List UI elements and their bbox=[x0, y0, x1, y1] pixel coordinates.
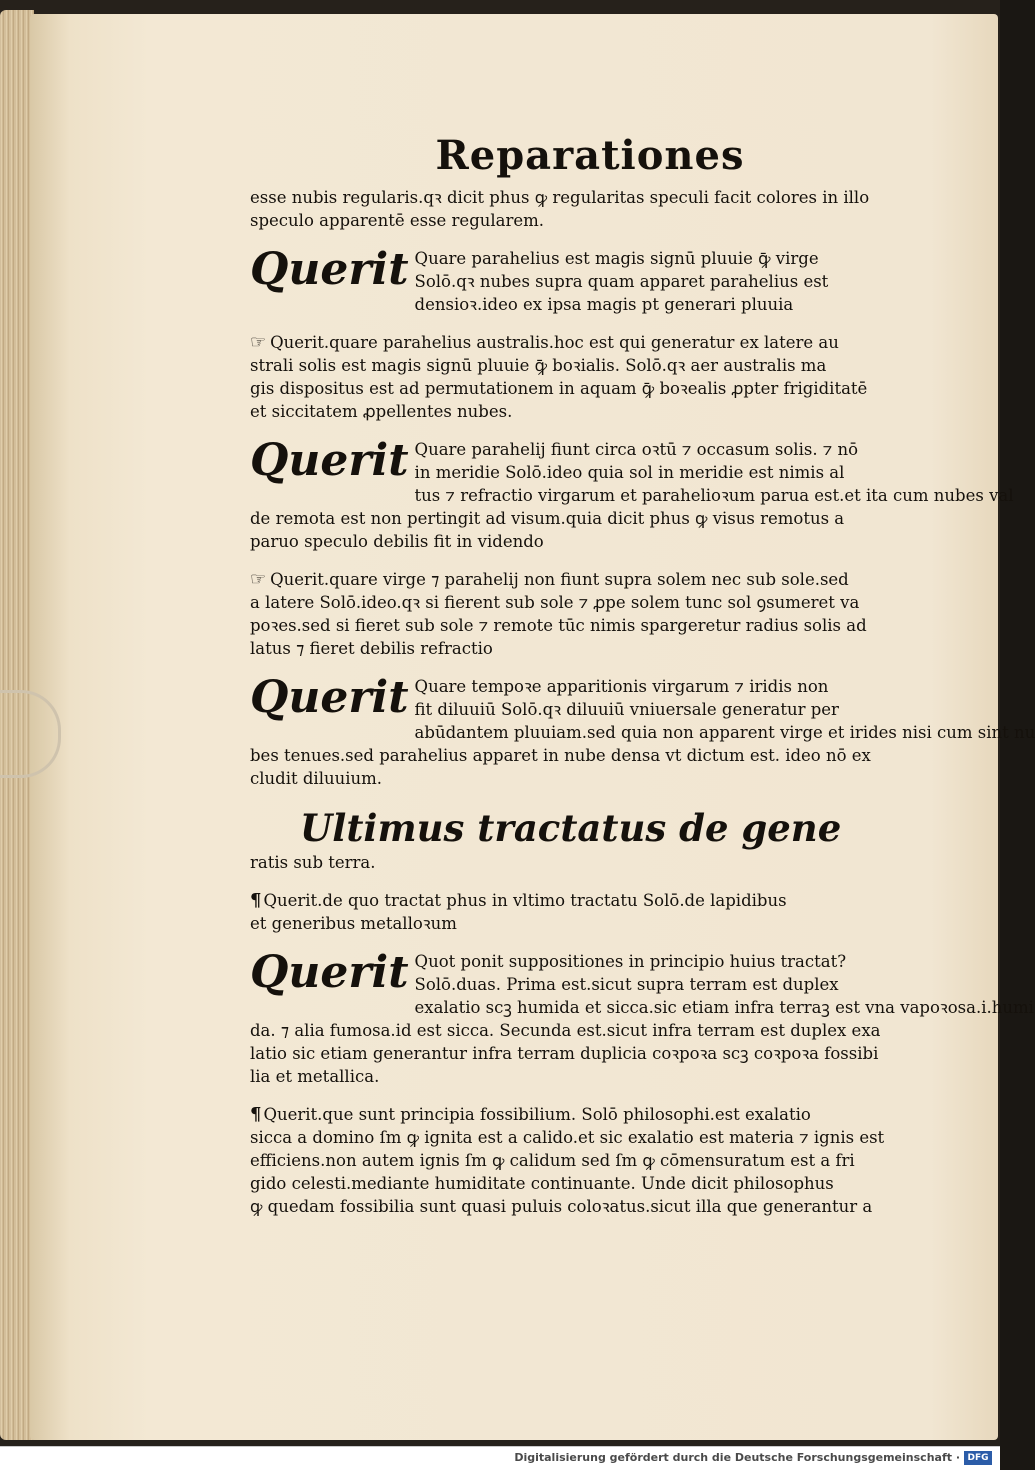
text-line bbox=[250, 889, 870, 912]
line-text: Quare tempoꝛe apparitionis virgarum ⁊ iridis non bbox=[414, 677, 829, 696]
text-block bbox=[250, 130, 1035, 1233]
text-line bbox=[250, 614, 870, 637]
text-line bbox=[250, 721, 1035, 744]
dfg-logo: DFG bbox=[964, 1451, 992, 1465]
text-line bbox=[250, 851, 870, 874]
question-paragraph bbox=[250, 947, 1034, 1088]
line-text: et siccitatem ꝓpellentes nubes. bbox=[250, 402, 513, 421]
footer-credit: Digitalisierung gefördert durch die Deutsche Forschungsgemeinschaft · bbox=[514, 1451, 960, 1464]
question-paragraph bbox=[250, 1103, 885, 1218]
line-text: bes tenues.sed parahelius apparet in nube densa vt dictum est. ideo nō ex bbox=[250, 746, 871, 765]
text-line: speculo apparentē esse regularem. bbox=[250, 211, 545, 230]
question-paragraph bbox=[250, 889, 870, 935]
line-text: a latere Solō.ideo.qꝛ si fierent sub sole ⁊ ꝓpe solem tunc sol ꝯsumeret va bbox=[250, 593, 860, 612]
line-text: poꝛes.sed si fieret sub sole ⁊ remote tūc nimis spargeretur radius solis ad bbox=[250, 616, 867, 635]
text-line bbox=[250, 1172, 870, 1195]
pointing-hand-icon: ☞ bbox=[250, 569, 267, 590]
line-text: tus ⁊ refractio virgarum et parahelioꝛum parua est.et ita cum nubes val bbox=[414, 486, 1014, 505]
querit-initial: Querit bbox=[250, 672, 409, 723]
line-text: exalatio scꝫ humida et sicca.sic etiam infra terraꝫ est vna vapoꝛosa.i.humi bbox=[414, 998, 1034, 1017]
text-line bbox=[250, 1195, 873, 1218]
text-line bbox=[250, 400, 870, 423]
text-line bbox=[250, 568, 870, 591]
text-line bbox=[250, 744, 870, 767]
line-text: densioꝛ.ideo ex ipsa magis pt generari pluuia bbox=[414, 295, 794, 314]
running-head: Reparationes bbox=[435, 132, 745, 179]
querit-initial: Querit bbox=[250, 947, 409, 998]
pilcrow-icon: ¶ bbox=[250, 890, 262, 911]
line-text: Solō.duas. Prima est.sicut supra terram est duplex bbox=[414, 975, 839, 994]
line-text: latus ⁊ fieret debilis refractio bbox=[250, 639, 493, 658]
line-text: latio sic etiam generantur infra terram duplicia coꝛpoꝛa scꝫ coꝛpoꝛa fossibi bbox=[250, 1044, 879, 1063]
question-paragraph bbox=[250, 568, 870, 660]
text-line bbox=[250, 354, 870, 377]
text-line bbox=[250, 377, 870, 400]
pointing-hand-icon: ☞ bbox=[250, 332, 267, 353]
text-line bbox=[250, 637, 870, 660]
line-text: efficiens.non autem ignis ſm ꝙ calidum sed ſm ꝙ cōmensuratum est a fri bbox=[250, 1151, 855, 1170]
querit-initial: Querit bbox=[250, 244, 409, 295]
text-line bbox=[250, 1019, 881, 1042]
question-paragraph bbox=[250, 672, 1035, 790]
text-line bbox=[250, 1103, 870, 1126]
pilcrow-icon: ¶ bbox=[250, 1104, 262, 1125]
line-text: Quare parahelius est magis signū pluuie ꝙ̄ virge bbox=[414, 249, 819, 268]
line-text: Quot ponit suppositiones in principio huius tractat? bbox=[414, 952, 847, 971]
text-line bbox=[250, 484, 1014, 507]
footer-bar bbox=[0, 1446, 1000, 1470]
section-paragraphs bbox=[250, 851, 1034, 1218]
text-line bbox=[250, 1149, 870, 1172]
line-text: cludit diluuium. bbox=[250, 769, 383, 788]
line-text: Querit.de quo tractat phus in vltimo tractatu Solō.de lapidibus bbox=[263, 891, 787, 910]
line-text: gis dispositus est ad permutationem in aquam ꝙ̄ boꝛealis ꝓpter frigiditatē bbox=[250, 379, 868, 398]
line-text: Quare parahelij fiunt circa oꝛtū ⁊ occasum solis. ⁊ nō bbox=[414, 440, 859, 459]
text-line bbox=[250, 996, 1034, 1019]
line-text: Querit.quare parahelius australis.hoc est qui generatur ex latere au bbox=[270, 333, 839, 352]
text-line: esse nubis regularis.qꝛ dicit phus ꝙ regularitas speculi facit colores in illo bbox=[250, 188, 870, 207]
text-line bbox=[250, 767, 870, 790]
text-line bbox=[250, 1065, 870, 1088]
line-text: da. ⁊ alia fumosa.id est sicca. Secunda est.sicut infra terram est duplex exa bbox=[250, 1021, 881, 1040]
line-text: de remota est non pertingit ad visum.quia dicit phus ꝙ visus remotus a bbox=[250, 509, 845, 528]
text-line bbox=[250, 1126, 885, 1149]
line-text: ꝙ quedam fossibilia sunt quasi puluis coloꝛatus.sicut illa que generantur a bbox=[250, 1197, 873, 1216]
text-line bbox=[250, 293, 870, 316]
question-paragraph bbox=[250, 435, 1014, 553]
line-text: ratis sub terra. bbox=[250, 853, 376, 872]
line-text: fit diluuiū Solō.qꝛ diluuiū vniuersale generatur per bbox=[414, 700, 839, 719]
text-line bbox=[250, 530, 870, 553]
line-text: et generibus metalloꝛum bbox=[250, 914, 457, 933]
question-paragraph bbox=[250, 331, 870, 423]
line-text: strali solis est magis signū pluuie ꝙ̄ boꝛialis. Solō.qꝛ aer australis ma bbox=[250, 356, 827, 375]
text-line bbox=[250, 591, 870, 614]
question-paragraph bbox=[250, 851, 870, 874]
text-line bbox=[250, 912, 870, 935]
text-line bbox=[250, 331, 870, 354]
question-paragraphs bbox=[250, 244, 1035, 790]
text-line bbox=[250, 1042, 879, 1065]
line-text: paruo speculo debilis fit in videndo bbox=[250, 532, 544, 551]
text-line bbox=[250, 507, 870, 530]
question-paragraph bbox=[250, 244, 870, 316]
querit-initial: Querit bbox=[250, 435, 409, 486]
line-text: in meridie Solō.ideo quia sol in meridie est nimis al bbox=[414, 463, 845, 482]
intro-paragraph bbox=[250, 186, 870, 232]
section-heading: Ultimus tractatus de gene bbox=[300, 806, 842, 850]
line-text: Solō.qꝛ nubes supra quam apparet parahelius est bbox=[414, 272, 829, 291]
line-text: Querit.quare virge ⁊ parahelij non fiunt supra solem nec sub sole.sed bbox=[270, 570, 849, 589]
line-text: lia et metallica. bbox=[250, 1067, 380, 1086]
line-text: Querit.que sunt principia fossibilium. Solō philosophi.est exalatio bbox=[263, 1105, 811, 1124]
line-text: abūdantem pluuiam.sed quia non apparent virge et irides nisi cum sint nu bbox=[414, 723, 1035, 742]
line-text: gido celesti.mediante humiditate continuante. Unde dicit philosophus bbox=[250, 1174, 834, 1193]
line-text: sicca a domino ſm ꝙ ignita est a calido.et sic exalatio est materia ⁊ ignis est bbox=[250, 1128, 885, 1147]
